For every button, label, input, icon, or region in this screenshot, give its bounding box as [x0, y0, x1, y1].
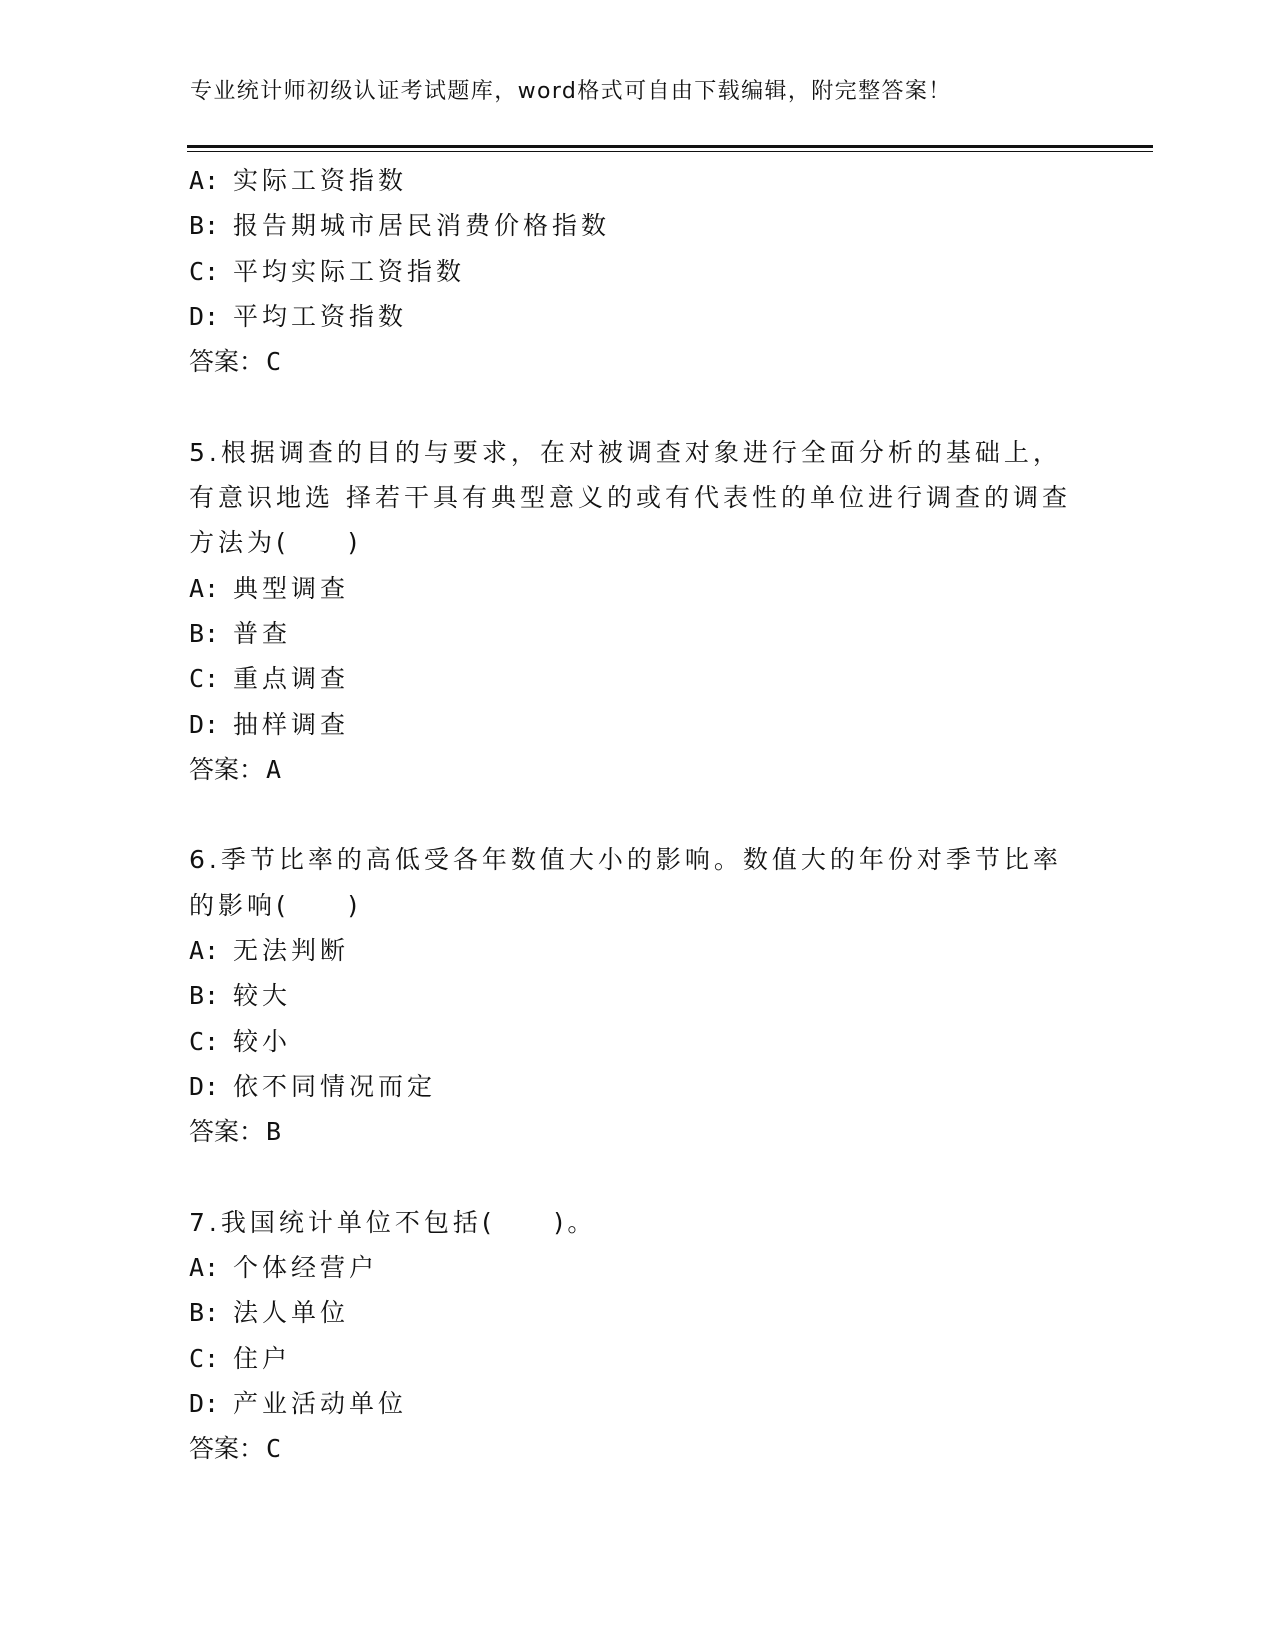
- spacer: [189, 1155, 1089, 1200]
- question-7: [189, 1200, 1089, 1472]
- option-c: [189, 1336, 1089, 1381]
- option-letter: D:: [189, 301, 220, 331]
- header-rule-thick: [187, 145, 1153, 148]
- option-a: [189, 566, 1089, 611]
- option-d: [189, 1064, 1089, 1109]
- option-letter: D:: [189, 1071, 220, 1101]
- question-4: [189, 158, 1089, 384]
- option-text: 抽样调查: [233, 709, 350, 739]
- option-d: [189, 702, 1089, 747]
- option-letter: C:: [189, 664, 220, 694]
- option-letter: B:: [189, 618, 220, 648]
- question-stem-line: 5.根据调查的目的与要求，在对被调查对象进行全面分析的基础上，: [189, 437, 1062, 467]
- question-stem-line: 6.季节比率的高低受各年数值大小的影响。数值大的年份对季节比率: [189, 845, 1062, 875]
- question-content: [189, 158, 1089, 1472]
- question-6: [189, 837, 1089, 1154]
- option-text: 重点调查: [233, 664, 350, 694]
- option-letter: D:: [189, 1389, 220, 1419]
- answer-label: 答案：: [189, 1434, 265, 1464]
- page-header: 专业统计师初级认证考试题库，word格式可自由下载编辑，附完整答案！: [190, 79, 952, 104]
- answer-line: [189, 747, 1089, 792]
- option-text: 典型调查: [233, 573, 350, 603]
- answer-label: 答案：: [189, 754, 265, 784]
- question-stem-line: 7.我国统计单位不包括( )。: [189, 1207, 597, 1237]
- option-letter: B:: [189, 981, 220, 1011]
- answer-value: C: [266, 347, 282, 377]
- answer-label: 答案：: [189, 1117, 265, 1147]
- option-letter: A:: [189, 1253, 220, 1283]
- option-b: [189, 1290, 1089, 1335]
- option-letter: A:: [189, 573, 220, 603]
- option-text: 普查: [233, 618, 292, 648]
- option-b: [189, 611, 1089, 656]
- option-d: [189, 1381, 1089, 1426]
- option-letter: C:: [189, 1026, 220, 1056]
- option-a: [189, 1245, 1089, 1290]
- option-text: 法人单位: [233, 1298, 350, 1328]
- answer-line: [189, 1109, 1089, 1154]
- question-stem-line: 的影响( ): [189, 890, 362, 920]
- option-c: [189, 249, 1089, 294]
- question-5: [189, 430, 1089, 792]
- question-stem-line: 有意识地选 择若干具有典型意义的或有代表性的单位进行调查的调查: [189, 483, 1071, 513]
- option-text: 依不同情况而定: [233, 1071, 437, 1101]
- option-letter: A:: [189, 166, 220, 195]
- option-a: [189, 928, 1089, 973]
- option-text: 产业活动单位: [233, 1389, 408, 1419]
- option-text: 个体经营户: [233, 1253, 379, 1283]
- option-letter: D:: [189, 709, 220, 739]
- option-text: 报告期城市居民消费价格指数: [233, 211, 611, 241]
- option-a: [189, 158, 1089, 203]
- option-c: [189, 656, 1089, 701]
- spacer: [189, 792, 1089, 837]
- option-text: 无法判断: [233, 936, 350, 966]
- option-b: [189, 203, 1089, 248]
- option-letter: B:: [189, 211, 220, 241]
- answer-value: C: [266, 1434, 282, 1464]
- option-text: 平均实际工资指数: [233, 256, 466, 286]
- option-letter: A:: [189, 936, 220, 966]
- option-text: 住户: [233, 1343, 292, 1373]
- option-letter: C:: [189, 1343, 220, 1373]
- option-text: 实际工资指数: [233, 166, 408, 195]
- header-rule-thin: [187, 151, 1153, 152]
- option-b: [189, 973, 1089, 1018]
- option-letter: B:: [189, 1298, 220, 1328]
- option-c: [189, 1019, 1089, 1064]
- answer-line: [189, 1426, 1089, 1471]
- answer-value: B: [266, 1117, 282, 1147]
- answer-label: 答案：: [189, 347, 265, 377]
- option-text: 较小: [233, 1026, 292, 1056]
- option-text: 较大: [233, 981, 292, 1011]
- answer-line: [189, 339, 1089, 384]
- option-letter: C:: [189, 256, 220, 286]
- option-d: [189, 294, 1089, 339]
- spacer: [189, 384, 1089, 429]
- answer-value: A: [266, 754, 282, 784]
- option-text: 平均工资指数: [233, 301, 408, 331]
- question-stem-line: 方法为( ): [189, 528, 362, 558]
